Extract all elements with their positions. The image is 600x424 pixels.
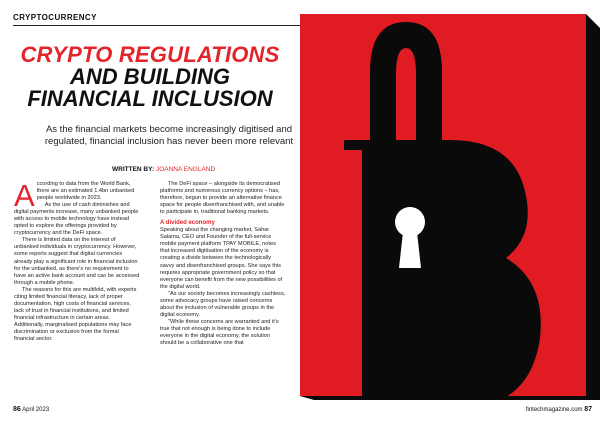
page-number: 87 — [584, 406, 592, 413]
bitcoin-padlock-illustration — [300, 0, 600, 400]
section-label: CRYPTOCURRENCY — [13, 13, 97, 22]
byline — [112, 166, 215, 173]
issue-date: April 2023 — [22, 407, 50, 413]
byline-author: JOANNA ENGLAND — [155, 166, 216, 173]
page-number: 86 — [13, 406, 21, 413]
subheading: A divided economy — [160, 220, 215, 227]
standfirst: As the financial markets become increasingly digitised and regulated, financial inclusion has never been more relevant — [44, 124, 294, 147]
headline-line-3: FINANCIAL INCLUSION — [27, 86, 273, 111]
paragraph: The DeFi space – alongside its democratised platforms and numerous currency options – has, therefore, begun to provide an alternative finance space for people disenfranchised with, and unable to participate in, traditional banking markets. — [160, 181, 285, 216]
left-folio — [13, 406, 49, 413]
paragraph: "As our society becomes increasingly cashless, some advocacy groups have raised concerns about the inclusion of vulnerable groups in the digital economy. — [160, 290, 286, 318]
b-top-serif — [344, 140, 368, 150]
paragraph: "While these concerns are warranted and it's true that not enough is being done to include everyone in the digital economy, the solution should be a collaborative one that — [160, 318, 279, 347]
headline-line-2: AND BUILDING — [69, 64, 231, 89]
paragraph: Speaking about the changing market, Sahar Salama, CEO and Founder of the full-service mobile payment platform TPAY MOBILE, notes that increased digitisation of the economy is creating a divide between the technologically savvy and disenfranchised groups. She says this requires appropriate government policy so that everyone can benefit from the new possibilities of the digital world. — [160, 227, 283, 290]
section-divider — [13, 25, 300, 26]
article-column-2 — [160, 181, 286, 347]
byline-label: WRITTEN BY: — [112, 166, 155, 173]
paragraph — [14, 178, 140, 213]
website: fintechmagazine.com — [525, 407, 583, 413]
drop-cap: A — [14, 178, 35, 213]
headline — [0, 44, 300, 110]
article-column-1 — [14, 178, 140, 343]
right-folio — [526, 406, 592, 413]
paragraph: As the use of cash diminishes and digital payments increase, many unbanked people with access to mobile technology have instead opted to explore the offerings provided by cryptocurrency and the DeFi space. — [14, 202, 139, 237]
paragraph: There is limited data on the interest of unbanked individuals in cryptocurrency. However, some reports suggest that digital currencies already play a significant role in financial inclusion for the unbanked, as there's no requirement to have an active bank account and can be accessed through a mobile phone. — [14, 237, 140, 286]
headline-line-1: CRYPTO REGULATIONS — [20, 42, 280, 67]
bitcoin-b-body — [362, 140, 541, 400]
paragraph-text: ccording to data from the World Bank, there are an estimated 1.4bn unbanked people worldwide in 2023. — [36, 181, 135, 202]
paragraph: The reasons for this are multifold, with experts citing limited financial literacy, lack of proper documentation, high costs of financial services, lack of trust in financial institutions, and limited financial infrastructure in certain areas. Additionally, marginalised populations may face discrimination or exclusion from the formal financial sector. — [14, 286, 137, 343]
